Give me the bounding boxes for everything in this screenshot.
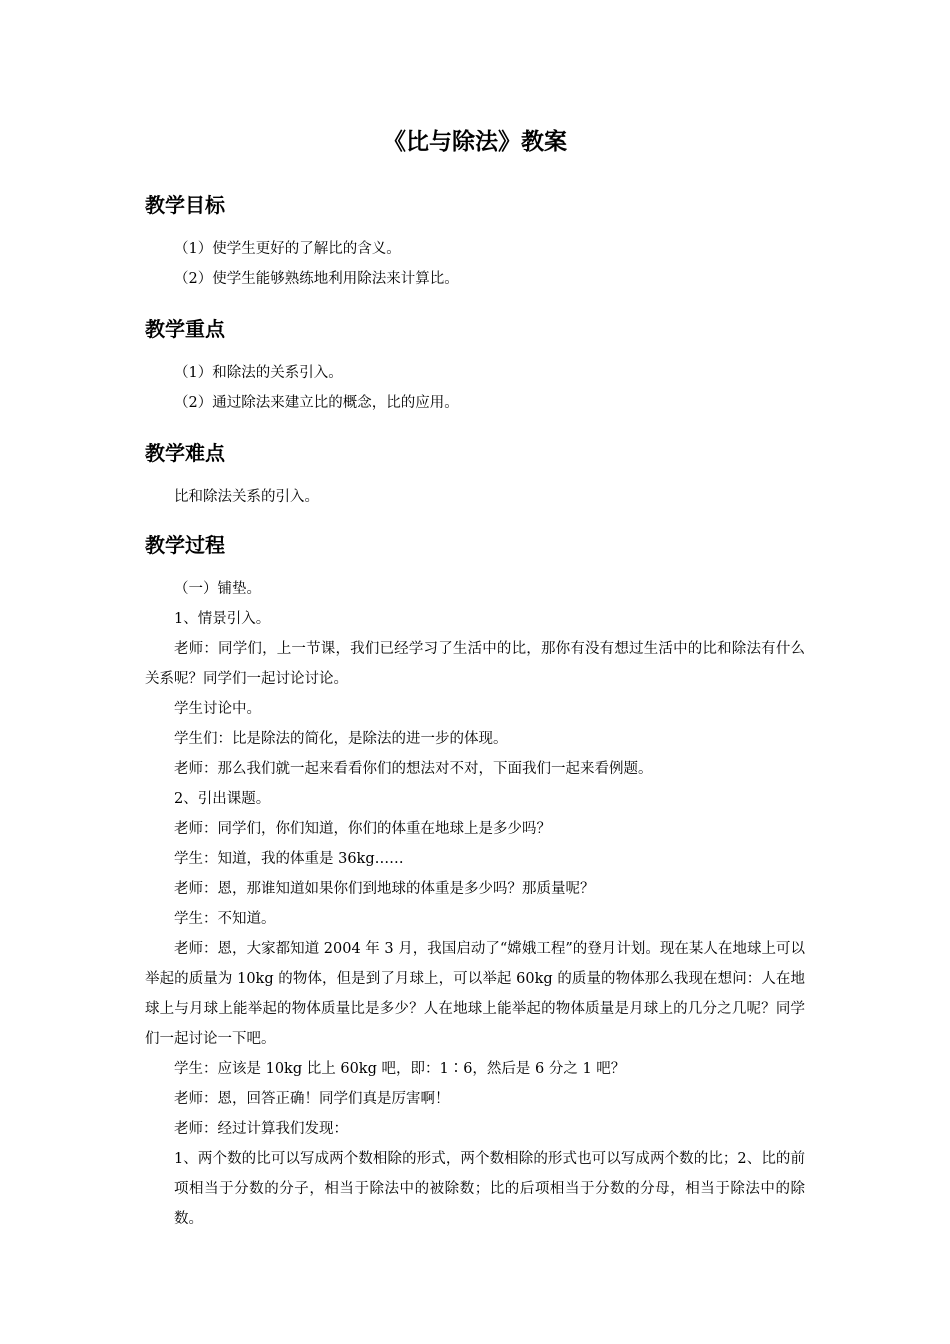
section-heading: 教学难点 xyxy=(145,441,225,465)
process-paragraph: （一）铺垫。 xyxy=(174,581,261,597)
section-heading: 教学目标 xyxy=(145,193,225,217)
process-paragraph: 老师：那么我们就一起来看看你们的想法对不对，下面我们一起来看例题。 xyxy=(174,761,653,777)
goal-item: （1）使学生更好的了解比的含义。 xyxy=(174,241,401,257)
process-paragraph: 老师：同学们，你们知道，你们的体重在地球上是多少吗？ xyxy=(174,821,551,837)
process-paragraph: 老师：恩，回答正确！同学们真是厉害啊！ xyxy=(174,1091,450,1107)
section-heading: 教学过程 xyxy=(145,533,225,557)
process-paragraph: 老师：恩，大家都知道 2004 年 3 月，我国启动了“嫦娥工程”的登月计划。现在某人在地球上可以举起的质量为 10kg 的物体，但是到了月球上，可以举起 60kg 的质量的物体那么我现在想问：人在地球上与月球上能举起的物体质量比是多少？人在地球上能举起的物体质量是月球上的几分之几呢？同学们一起讨论一下吧。 xyxy=(145,941,805,1047)
process-paragraph: 老师：恩，那谁知道如果你们到地球的体重是多少吗？那质量呢？ xyxy=(174,881,595,897)
section-key-points xyxy=(145,314,805,418)
process-paragraph: 学生们：比是除法的简化，是除法的进一步的体现。 xyxy=(174,731,508,747)
process-paragraph: 老师：经过计算我们发现： xyxy=(174,1121,348,1137)
process-paragraph: 学生：应该是 10kg 比上 60kg 吧，即：1∶6，然后是 6 分之 1 吧？ xyxy=(174,1061,626,1077)
section-teaching-process xyxy=(145,530,805,1234)
goal-item: （2）使学生能够熟练地利用除法来计算比。 xyxy=(174,271,459,287)
process-paragraph: 2、引出课题。 xyxy=(174,791,271,807)
process-paragraph: 1、两个数的比可以写成两个数相除的形式，两个数相除的形式也可以写成两个数的比；2、比的前项相当于分数的分子，相当于除法中的被除数；比的后项相当于分数的分母，相当于除法中的除数。 xyxy=(174,1151,805,1227)
document-title: 《比与除法》教案 xyxy=(383,129,567,155)
section-difficulty xyxy=(145,438,805,512)
process-paragraph: 学生：不知道。 xyxy=(174,911,276,927)
process-paragraph: 1、情景引入。 xyxy=(174,611,271,627)
section-teaching-goals xyxy=(145,190,805,294)
section-heading: 教学重点 xyxy=(145,317,225,341)
process-paragraph: 老师：同学们，上一节课，我们已经学习了生活中的比，那你有没有想过生活中的比和除法有什么关系呢？同学们一起讨论讨论。 xyxy=(145,641,805,687)
difficulty-item: 比和除法关系的引入。 xyxy=(174,489,319,505)
key-point-item: （2）通过除法来建立比的概念，比的应用。 xyxy=(174,395,459,411)
process-paragraph: 学生：知道，我的体重是 36kg…… xyxy=(174,851,404,867)
key-point-item: （1）和除法的关系引入。 xyxy=(174,365,343,381)
process-paragraph: 学生讨论中。 xyxy=(174,701,261,717)
